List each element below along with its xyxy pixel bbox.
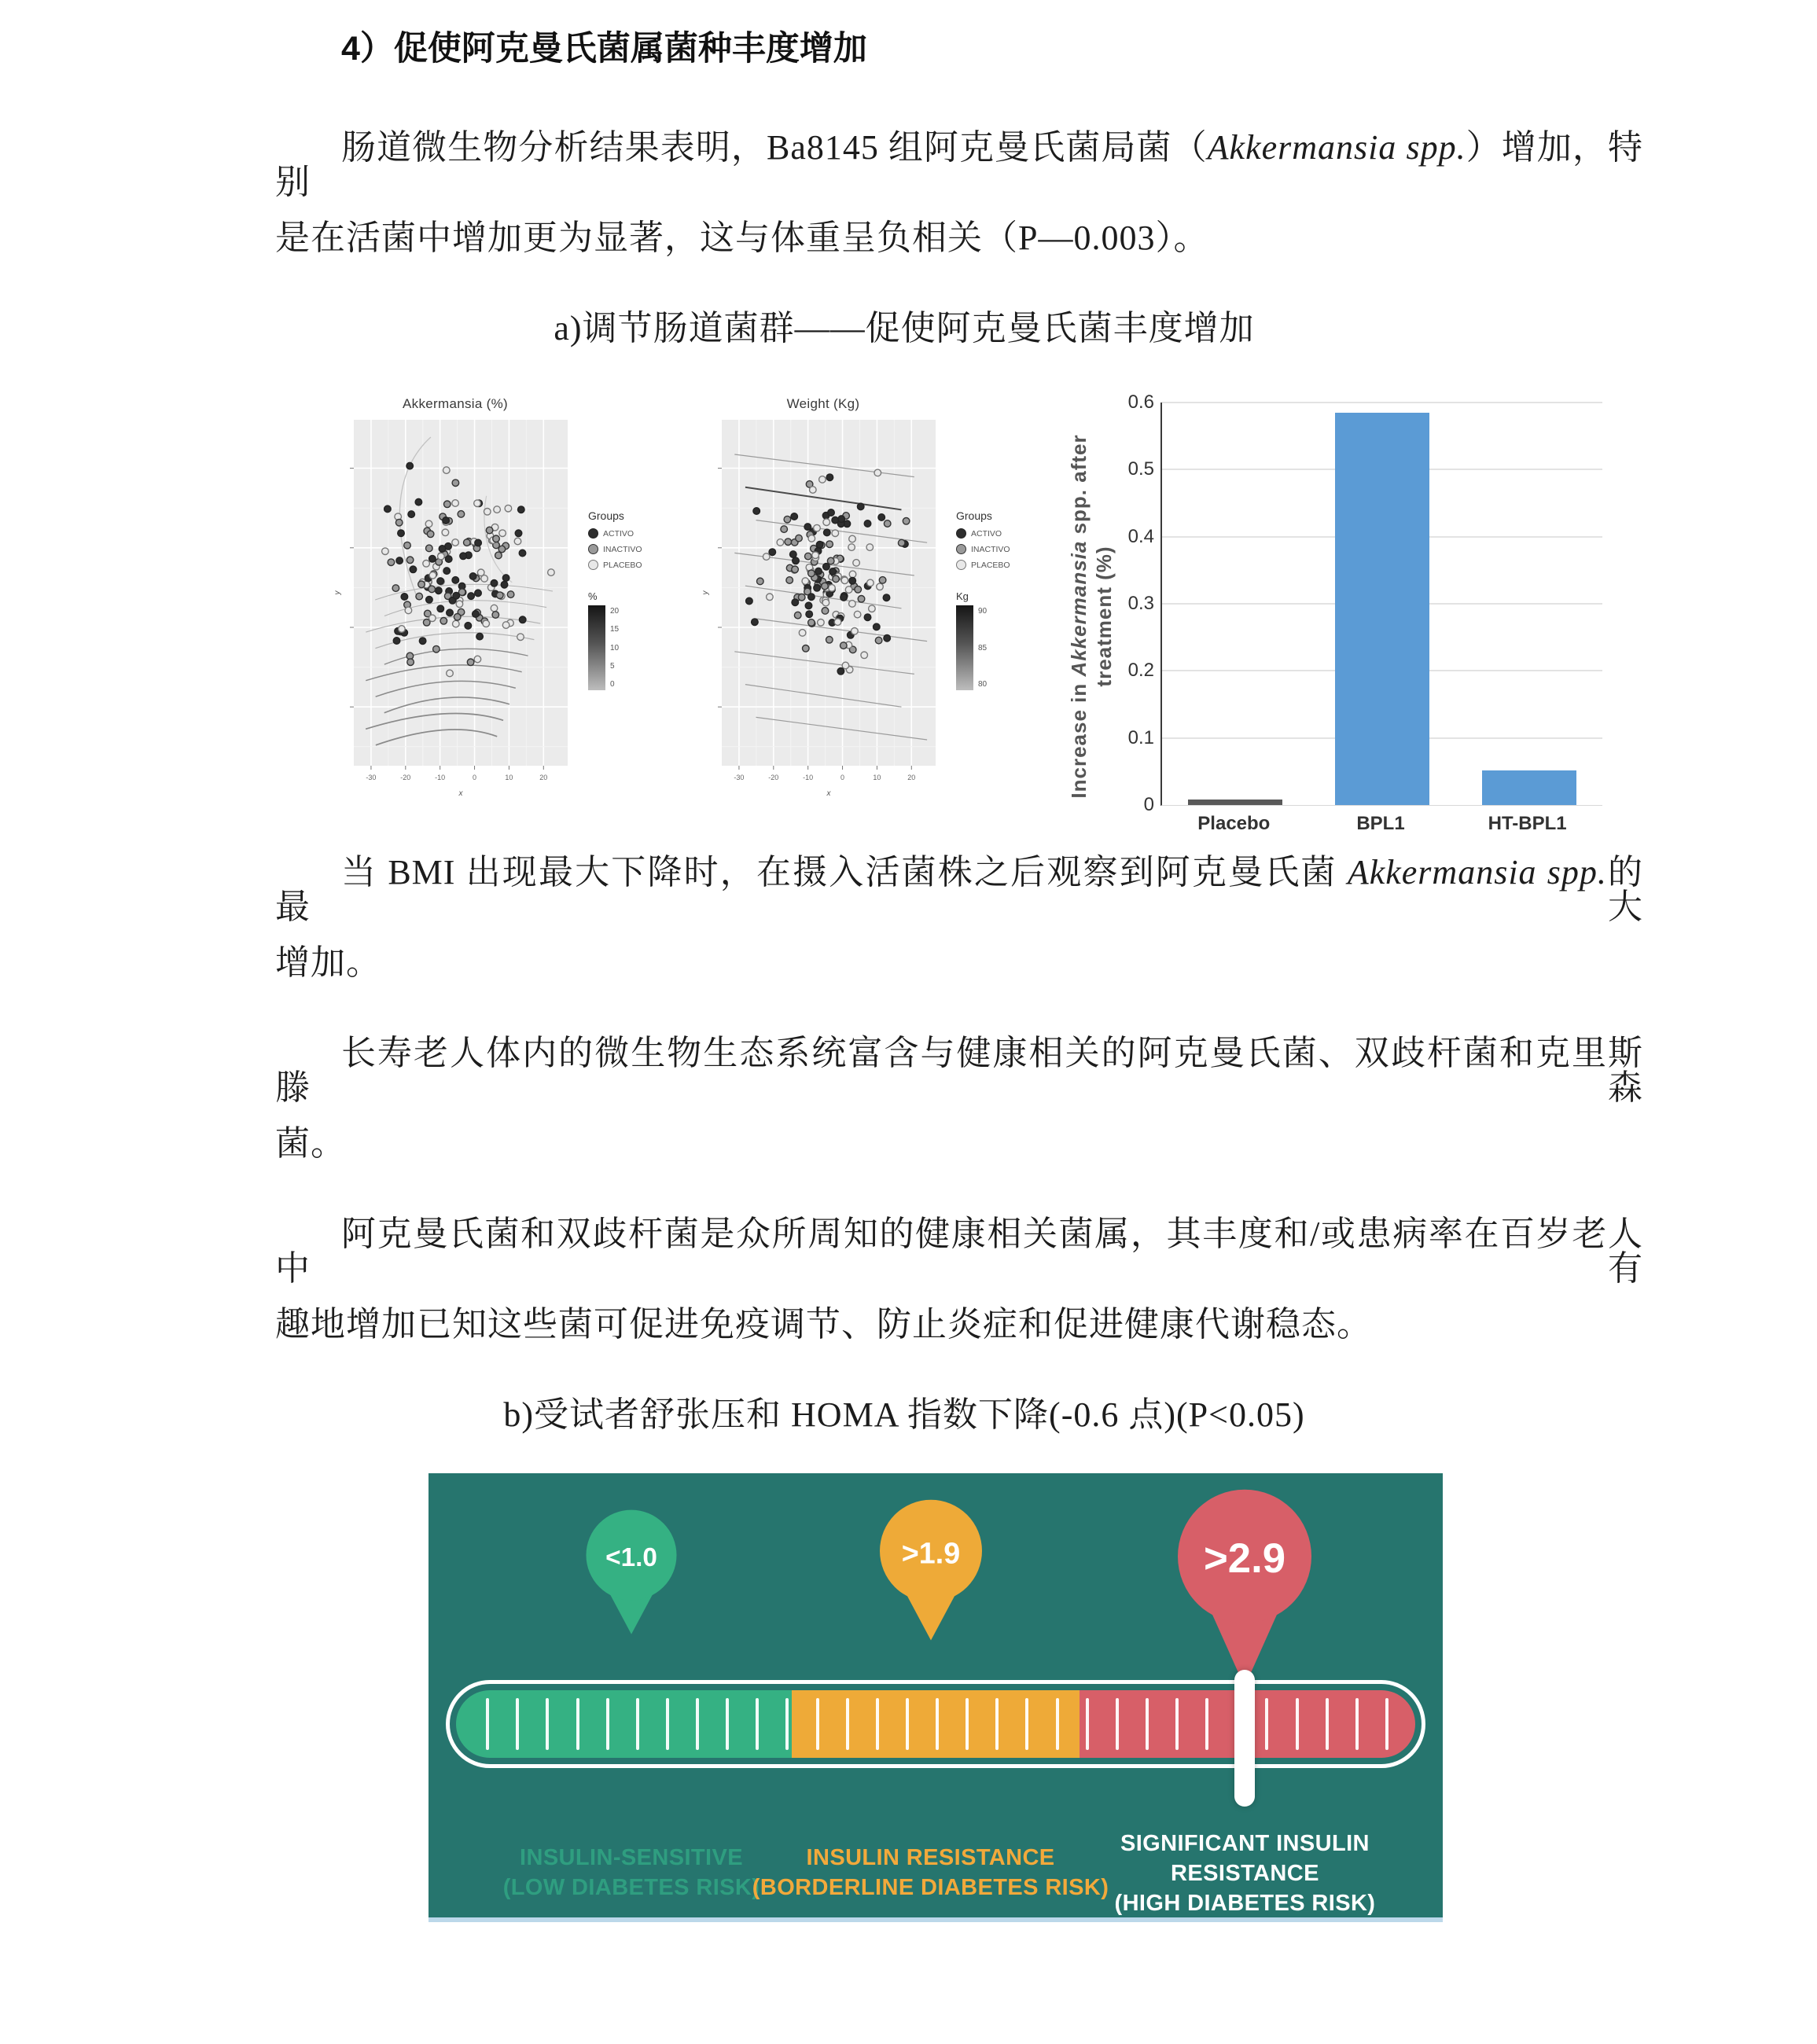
legend-title: Groups: [956, 509, 992, 522]
paragraph-4-line-2: 趣地增加已知这些菌可促进免疫调节、防止炎症和促进健康代谢稳态。: [275, 1305, 1372, 1344]
colorbar-ticks: [973, 605, 987, 690]
svg-text:-30: -30: [734, 774, 745, 781]
gauge-marker-2.9: [1164, 1480, 1325, 1696]
paragraph-2-text: 当 BMI 出现最大下降时，在摄入活菌株之后观察到阿克曼氏菌: [341, 853, 1348, 891]
bar-chart-y-ticks: [1116, 392, 1154, 815]
gauge-tick: [1296, 1698, 1299, 1749]
gauge-tick: [816, 1698, 819, 1749]
gauge-zone-label: [1024, 1829, 1465, 1918]
gauge-tick: [486, 1698, 489, 1749]
gauge-tick: [785, 1698, 789, 1749]
gauge-zone-label-line: INSULIN-SENSITIVE: [520, 1845, 743, 1870]
gauge-tick: [1385, 1698, 1388, 1749]
legend-title: Groups: [588, 509, 624, 522]
svg-text:10: 10: [505, 774, 513, 781]
bar-chart-y-tick-label: 0.6: [1127, 392, 1154, 413]
gauge-tick: [576, 1698, 579, 1749]
gauge-tick: [1326, 1698, 1329, 1749]
gauge-tick: [936, 1698, 939, 1749]
bar-chart-x-label: Placebo: [1197, 813, 1271, 834]
svg-text:0: 0: [473, 774, 477, 781]
scatter-legend-akkermansia: [588, 392, 670, 855]
svg-text:-20: -20: [400, 774, 411, 781]
bar-chart-y-axis-label: [1066, 412, 1116, 821]
colorbar-tick: 80: [978, 680, 988, 689]
bar-Placebo: [1188, 800, 1282, 805]
bar-chart-x-label: HT-BPL1: [1488, 813, 1567, 834]
scatter-title-akkermansia: Akkermansia (%): [403, 396, 508, 411]
paragraph-2-text-tail: 的最大: [275, 853, 1644, 926]
bar-chart-y-tick-label: 0.1: [1127, 726, 1154, 748]
document-body: [275, 28, 1643, 1922]
bar-chart-x-label: BPL1: [1356, 813, 1405, 834]
bar-chart-gridline: [1162, 402, 1602, 403]
insulin-resistance-infographic: [429, 1473, 1443, 1922]
gauge-zone-label-line: (BORDERLINE DIABETES RISK): [752, 1875, 1109, 1900]
figure-b-caption: b)受试者舒张压和 HOMA 指数下降(-0.6 点)(P<0.05): [503, 1395, 1305, 1434]
bar-chart-y-tick-label: 0.3: [1127, 593, 1154, 614]
gauge-tick: [1146, 1698, 1149, 1749]
colorbar-gradient-icon: [588, 605, 605, 690]
paragraph-1-text: 肠道微生物分析结果表明，Ba8145 组阿克曼氏菌局菌（: [341, 128, 1208, 167]
activo-dot-icon: [956, 528, 966, 539]
scatter-panel-weight: [698, 392, 1038, 855]
paragraph-4-line-1: 阿克曼氏菌和双歧杆菌是众所周知的健康相关菌属，其丰度和/或患病率在百岁老人中有: [275, 1215, 1643, 1288]
gauge-tick: [696, 1698, 699, 1749]
svg-text:-10: -10: [803, 774, 814, 781]
svg-text:x: x: [826, 789, 831, 798]
paragraph-1-line-1: [275, 128, 1644, 201]
legend-item-activo: [588, 528, 670, 539]
bar-chart-main: [1116, 392, 1620, 851]
figure-a-caption: a)调节肠道菌群——促使阿克曼氏菌丰度增加: [554, 309, 1255, 347]
scatter-panel-akkermansia: [330, 392, 670, 855]
bar-chart-y-axis-label-wrap: [1066, 403, 1116, 805]
gauge-tick: [1086, 1698, 1089, 1749]
scatter-canvas-akkermansia: [330, 415, 580, 806]
colorbar-tick: 10: [610, 643, 620, 653]
scatter-legend-weight: [956, 392, 1038, 855]
gauge-zone-label-line: (HIGH DIABETES RISK): [1114, 1891, 1376, 1916]
section-heading: 4）促使阿克曼氏菌属菌种丰度增加: [341, 30, 867, 68]
svg-text:10: 10: [873, 774, 881, 781]
gauge-zone-label-line: RESISTANCE: [1171, 1861, 1319, 1886]
gauge-tick: [606, 1698, 609, 1749]
gauge-zone-label-line: (LOW DIABETES RISK): [502, 1875, 760, 1900]
gauge-tick: [1056, 1698, 1059, 1749]
bar-BPL1: [1335, 413, 1429, 805]
paragraph-2-line-2: 增加。: [275, 943, 381, 982]
gauge-tick: [1025, 1698, 1028, 1749]
colorbar-percent: [588, 590, 670, 690]
gauge-tick: [906, 1698, 909, 1749]
colorbar-title: %: [588, 590, 598, 602]
gauge-tick: [876, 1698, 879, 1749]
bar-chart: [1066, 392, 1620, 855]
ylabel-text: spp. after: [1067, 434, 1091, 541]
gauge-tick: [546, 1698, 549, 1749]
gauge-tick: [636, 1698, 639, 1749]
svg-text:20: 20: [539, 774, 548, 781]
gauge-tick: [846, 1698, 849, 1749]
gauge-zone-label-line: SIGNIFICANT INSULIN: [1120, 1831, 1370, 1856]
gauge-tick: [1265, 1698, 1268, 1749]
paragraph-2-line-1: [275, 853, 1644, 926]
gauge-bar-outline: [446, 1680, 1425, 1768]
activo-dot-icon: [588, 528, 598, 539]
gauge-tick: [666, 1698, 669, 1749]
gauge-marker-1.9: [870, 1492, 992, 1649]
svg-text:y: y: [333, 590, 342, 595]
colorbar-tick: 20: [610, 607, 620, 616]
inactivo-dot-icon: [956, 544, 966, 554]
ylabel-text: treatment (%): [1092, 546, 1116, 687]
gauge-zone-label-line: INSULIN RESISTANCE: [806, 1845, 1055, 1870]
paragraph-3-line-2: 菌。: [275, 1124, 346, 1163]
legend-item-label: PLACEBO: [971, 560, 1010, 570]
gauge-bar: [456, 1690, 1415, 1758]
svg-text:y: y: [701, 590, 710, 595]
bar-chart-y-tick-label: 0.5: [1127, 458, 1154, 480]
placebo-dot-icon: [588, 560, 598, 570]
bar-chart-y-tick-label: 0.2: [1127, 660, 1154, 682]
ylabel-text: Increase in: [1067, 676, 1091, 799]
legend-item-activo: [956, 528, 1038, 539]
bar-chart-y-tick-label: 0: [1143, 794, 1154, 815]
species-name-italic: Akkermansia spp.: [1347, 853, 1607, 891]
colorbar-tick: 85: [978, 643, 988, 653]
gauge-tick: [726, 1698, 729, 1749]
placebo-dot-icon: [956, 560, 966, 570]
svg-text:>1.9: >1.9: [901, 1536, 960, 1570]
colorbar-title: Kg: [956, 590, 969, 602]
colorbar-ticks: [605, 605, 619, 690]
legend-item-label: ACTIVO: [603, 528, 634, 539]
figure-a: [330, 392, 1635, 855]
inactivo-dot-icon: [588, 544, 598, 554]
legend-item-placebo: [588, 560, 670, 570]
svg-text:-20: -20: [768, 774, 779, 781]
gauge-tick: [516, 1698, 519, 1749]
gauge-tick: [1175, 1698, 1179, 1749]
svg-text:-30: -30: [366, 774, 377, 781]
paragraph-1-line-2: 是在活菌中增加更为显著，这与体重呈负相关（P—0.003）。: [275, 219, 1209, 257]
colorbar-kg: [956, 590, 1038, 690]
svg-text:0: 0: [840, 774, 845, 781]
bar-chart-y-tick-label: 0.4: [1127, 525, 1154, 547]
colorbar-tick: 90: [978, 607, 988, 616]
scatter-title-weight: Weight (Kg): [786, 396, 860, 411]
gauge-tick: [1205, 1698, 1208, 1749]
legend-item-placebo: [956, 560, 1038, 570]
gauge-tick: [995, 1698, 999, 1749]
svg-text:x: x: [458, 789, 463, 798]
legend-item-inactivo: [588, 544, 670, 554]
scatter-plot-akkermansia: [330, 392, 580, 855]
legend-item-label: INACTIVO: [971, 544, 1010, 554]
svg-text:<1.0: <1.0: [605, 1542, 657, 1572]
legend-item-inactivo: [956, 544, 1038, 554]
bar-HT-BPL1: [1482, 770, 1576, 805]
legend-item-label: PLACEBO: [603, 560, 642, 570]
svg-text:>2.9: >2.9: [1204, 1535, 1286, 1583]
colorbar-gradient-icon: [956, 605, 973, 690]
colorbar-tick: 15: [610, 625, 620, 634]
paragraph-1-text-tail: ）增加，特别: [275, 128, 1644, 201]
species-name-italic: Akkermansia spp.: [1207, 128, 1466, 167]
colorbar-tick: 0: [610, 680, 615, 689]
legend-item-label: INACTIVO: [603, 544, 642, 554]
ylabel-italic: Akkermansia: [1067, 540, 1091, 677]
gauge-tick: [756, 1698, 759, 1749]
legend-item-label: ACTIVO: [971, 528, 1002, 539]
scatter-canvas-weight: [698, 415, 948, 806]
scatter-plot-weight: [698, 392, 948, 855]
svg-text:-10: -10: [435, 774, 446, 781]
gauge-tick: [1355, 1698, 1359, 1749]
bar-chart-plot-area: [1160, 403, 1602, 806]
gauge-tick: [966, 1698, 969, 1749]
paragraph-3-line-1: 长寿老人体内的微生物生态系统富含与健康相关的阿克曼氏菌、双歧杆菌和克里斯滕森: [275, 1034, 1643, 1107]
gauge-needle: [1234, 1670, 1255, 1807]
gauge-marker-1.0: [577, 1503, 686, 1643]
gauge-tick: [1116, 1698, 1119, 1749]
svg-text:20: 20: [907, 774, 916, 781]
colorbar-tick: 5: [610, 661, 615, 671]
